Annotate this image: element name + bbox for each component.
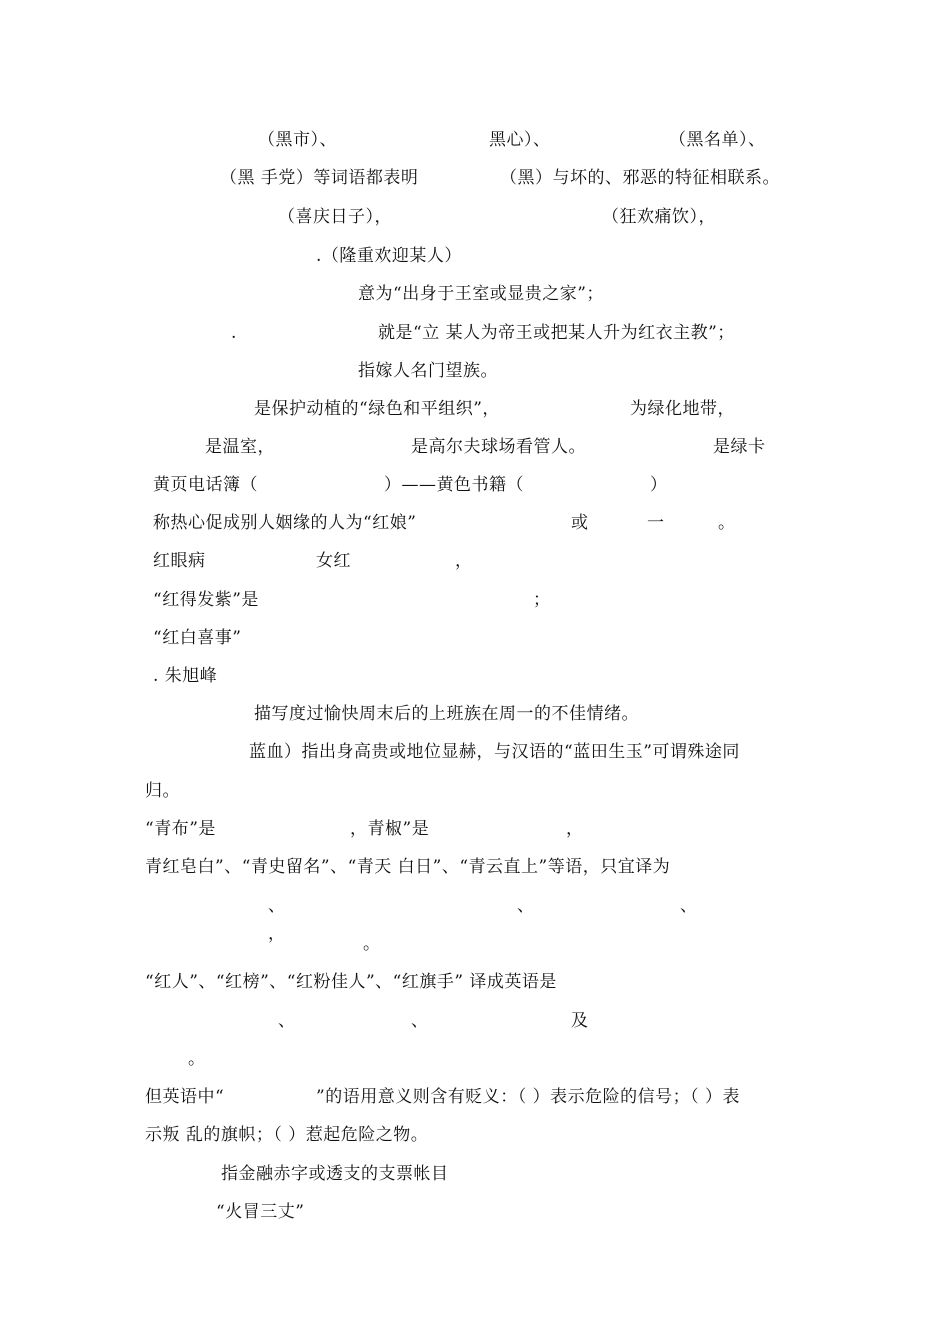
text-line: （黑名单）、 [669, 130, 766, 150]
text-line: 示叛 乱的旗帜；（ ）惹起危险之物。 [145, 1125, 429, 1145]
text-line: ， [566, 819, 584, 839]
text-line: 是保护动植的“绿色和平组织”， [254, 399, 500, 419]
text-line: 蓝血）指出身高贵或地位显赫，与汉语的“蓝田生玉”可谓殊途同 [249, 742, 740, 762]
text-line: 是温室， [205, 437, 275, 457]
text-line: 黑心）、 [489, 130, 551, 150]
text-line: 描写度过愉快周末后的上班族在周一的不佳情绪。 [254, 704, 639, 724]
text-line: “红得发紫”是 [153, 590, 259, 610]
text-line: （狂欢痛饮）， [602, 207, 716, 227]
text-line: 是绿卡 [713, 437, 766, 457]
text-line: ， [455, 551, 473, 571]
text-line: 称热心促成别人姻缘的人为“红娘” [153, 513, 417, 533]
text-line: 。 [188, 1049, 206, 1069]
text-line: 、 [411, 1011, 429, 1031]
text-line: . 朱旭峰 [153, 666, 218, 686]
text-line: “红人”、“红榜”、“红粉佳人”、“红旗手” 译成英语是 [145, 972, 557, 992]
text-line: 、 [278, 1011, 296, 1031]
text-line: 指金融赤字或透支的支票帐目 [221, 1164, 449, 1184]
text-line: 但英语中“ [145, 1087, 225, 1107]
text-line: 、 [268, 896, 286, 916]
text-line: “青布”是 [145, 819, 216, 839]
text-line: 红眼病 [153, 551, 206, 571]
text-line: 就是“立 某人为帝王或把某人升为红衣主教”； [378, 323, 735, 343]
text-line: . [231, 323, 237, 343]
text-line: 是高尔夫球场看管人。 [411, 437, 586, 457]
text-line: ） [650, 475, 668, 495]
text-line: “火冒三丈” [216, 1202, 305, 1222]
text-line: ）——黄色书籍（ [384, 475, 524, 495]
text-line: （黑市）、 [258, 130, 337, 150]
text-line: 、 [680, 896, 698, 916]
text-line: ，青椒”是 [350, 819, 430, 839]
text-line: 一 [647, 513, 665, 533]
text-line: （喜庆日子）， [278, 207, 392, 227]
text-line: 或 [571, 513, 589, 533]
text-line: 意为“出身于王室或显贵之家”； [358, 284, 604, 304]
text-line: 及 [571, 1011, 589, 1031]
text-line: 。 [363, 934, 381, 954]
text-line: 归。 [145, 781, 180, 801]
text-line: 青红皂白”、“青史留名”、“青天 白日”、“青云直上”等语，只宜译为 [145, 857, 671, 877]
text-line: ； [533, 590, 551, 610]
text-line: ”的语用意义则含有贬义：（ ）表示危险的信号；（ ）表 [316, 1087, 740, 1107]
text-line: 。 [718, 513, 736, 533]
text-line: 指嫁人名门望族。 [358, 361, 498, 381]
text-line: “红白喜事” [153, 628, 242, 648]
text-line: .（隆重欢迎某人） [316, 246, 462, 266]
text-line: （黑 手党）等词语都表明 [220, 168, 419, 188]
text-line: 、 [517, 896, 535, 916]
text-line: （黑）与坏的、邪恶的特征相联系。 [500, 168, 780, 188]
text-line: 为绿化地带， [630, 399, 735, 419]
text-line: 女红 [316, 551, 351, 571]
text-line: 黄页电话簿（ [153, 475, 258, 495]
text-line: ， [268, 924, 286, 944]
